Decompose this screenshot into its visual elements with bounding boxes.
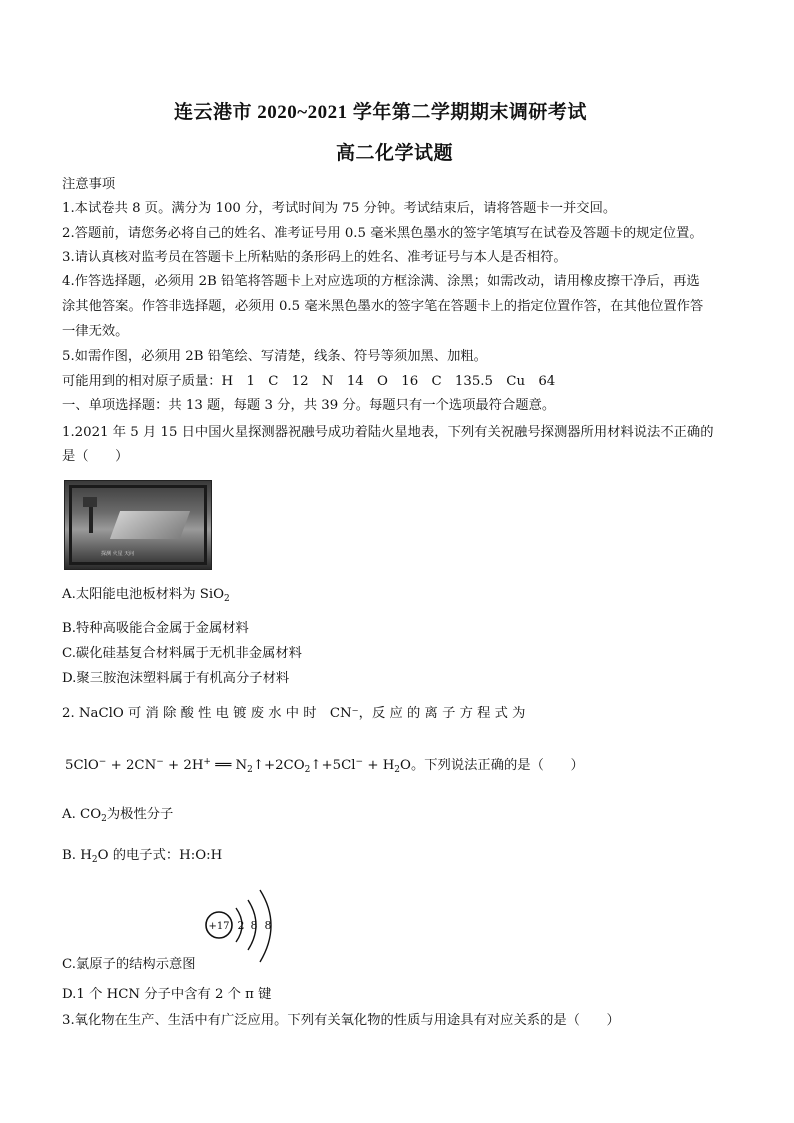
q2-equation: 5ClO− + 2CN− + 2H+ ══ $N_2↑+2CO_2↑+5Cl^- + H_2O$。下列说法正确的是（ ）: [65, 757, 584, 775]
note-item: 涂其他答案。作答非选择题，必须用 0.5 毫米黑色墨水的签字笔在答题卡上的指定位置作答，在其他位置作答: [62, 299, 704, 314]
notes-heading: 注意事项: [62, 177, 116, 192]
photo-caption: 探测 火星 天问: [101, 551, 135, 557]
q2-option-a: A. $CO_2$为极性分子: [62, 807, 174, 824]
q3-stem: 3.氧化物在生产、生活中有广泛应用。下列有关氧化物的性质与用途具有对应关系的是（ ）: [62, 1013, 620, 1028]
note-item: 4.作答选择题，必须用 2B 铅笔将答题卡上对应选项的方框涂满、涂黑；如需改动，请用橡皮擦干净后，再选: [62, 274, 700, 289]
q2-option-c: C.氯原子的结构示意图: [62, 957, 196, 972]
q2-stem: 2. NaClO 可 消 除 酸 性 电 镀 废 水 中 时 CN⁻，反 应 的 离 子 方 程 式 为: [62, 706, 526, 721]
section-heading: 一、单项选择题：共 13 题，每题 3 分，共 39 分。每题只有一个选项最符合题意。: [62, 398, 556, 413]
exam-title: 连云港市 2020~2021 学年第二学期期末调研考试: [174, 102, 587, 123]
rover-camera: [83, 497, 97, 507]
nucleus-charge: +17: [208, 921, 230, 932]
exam-subtitle: 高二化学试题: [336, 143, 454, 164]
note-item: 5.如需作图，必须用 2B 铅笔绘、写清楚，线条、符号等须加黑、加粗。: [62, 349, 487, 364]
q2-option-b: B. $H_2O$ 的电子式：H:O:H: [62, 848, 223, 865]
rover-body: [110, 511, 190, 539]
note-item: 3.请认真核对监考员在答题卡上所粘贴的条形码上的姓名、准考证号与本人是否相符。: [62, 250, 567, 265]
q2-option-d: D.1 个 HCN 分子中含有 2 个 π 键: [62, 987, 272, 1002]
shell-count-1: 2: [237, 919, 245, 932]
shell-count-3: 8: [264, 919, 272, 932]
q1-stem-cont: 是（ ）: [62, 449, 129, 464]
atomic-masses: 可能用到的相对原子质量：H 1 C 12 N 14 O 16 C 135.5 Cu 64: [62, 374, 556, 389]
chlorine-atom-diagram: [200, 880, 290, 970]
q1-option-d: D.聚三胺泡沫塑料属于有机高分子材料: [62, 671, 290, 686]
note-item: 2.答题前，请您务必将自己的姓名、准考证号用 0.5 毫米黑色墨水的签字笔填写在试卷及答题卡的规定位置。: [62, 226, 703, 241]
shell-count-2: 8: [250, 919, 258, 932]
note-item: 一律无效。: [62, 324, 129, 339]
q1-option-c: C.碳化硅基复合材料属于无机非金属材料: [62, 646, 302, 661]
q1-option-b: B.特种高吸能合金属于金属材料: [62, 621, 249, 636]
q1-stem: 1.2021 年 5 月 15 日中国火星探测器祝融号成功着陆火星地表，下列有关祝融号探测器所用材料说法不正确的: [62, 425, 714, 440]
mars-rover-photo: [64, 480, 212, 570]
rover-mast: [89, 503, 93, 533]
q1-option-a: A.太阳能电池板材料为 SiO$_2$: [62, 587, 230, 604]
note-item: 1.本试卷共 8 页。满分为 100 分，考试时间为 75 分钟。考试结束后，请将答题卡一并交回。: [62, 201, 617, 216]
